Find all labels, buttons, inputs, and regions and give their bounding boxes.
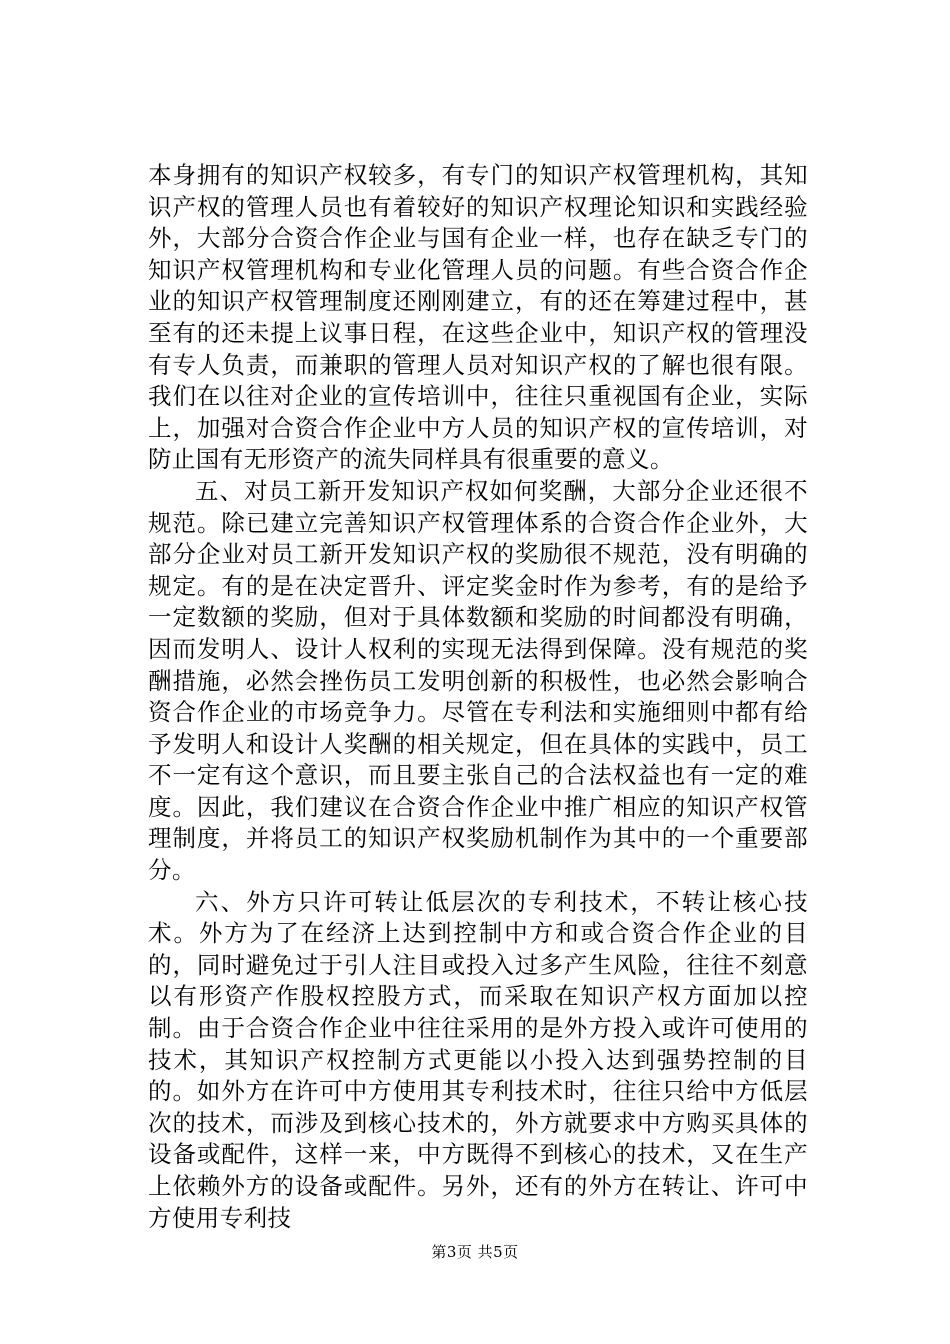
paragraph-section-six: 六、外方只许可转让低层次的专利技术，不转让核心技术。外方为了在经济上达到控制中方和或合资合作企业的目的，同时避免过于引人注目或投入过多产生风险，往往不刻意以有形资产作股权控股方式，而采取在知识产权方面加以控制。由于合资合作企业中往往采用的是外方投入或许可使用的技术，其知识产权控制方式更能以小投入达到强势控制的目的。如外方在许可中方使用其专利技术时，往往只给中方低层次的技术，而涉及到核心技术的，外方就要求中方购买具体的设备或配件，这样一来，中方既得不到核心的技术，又在生产上依赖外方的设备或配件。另外，还有的外方在转让、许可中方使用专利技	[148, 887, 808, 1232]
paragraph-continued: 本身拥有的知识产权较多，有专门的知识产权管理机构，其知识产权的管理人员也有着较好的知识产权理论知识和实践经验外，大部分合资合作企业与国有企业一样，也存在缺乏专门的知识产权管理机构和专业化管理人员的问题。有些合资合作企业的知识产权管理制度还刚刚建立，有的还在筹建过程中，甚至有的还未提上议事日程，在这些企业中，知识产权的管理没有专人负责，而兼职的管理人员对知识产权的了解也很有限。我们在以往对企业的宣传培训中，往往只重视国有企业，实际上，加强对合资合作企业中方人员的知识产权的宣传培训，对防止国有无形资产的流失同样具有很重要的意义。	[148, 161, 808, 474]
paragraph-section-five: 五、对员工新开发知识产权如何奖酬，大部分企业还很不规范。除已建立完善知识产权管理体系的合资合作企业外，大部分企业对员工新开发知识产权的奖励很不规范，没有明确的规定。有的是在决定晋升、评定奖金时作为参考，有的是给予一定数额的奖励，但对于具体数额和奖励的时间都没有明确，因而发明人、设计人权利的实现无法得到保障。没有规范的奖酬措施，必然会挫伤员工发明创新的积极性，也必然会影响合资合作企业的市场竞争力。尽管在专利法和实施细则中都有给予发明人和设计人奖酬的相关规定，但在具体的实践中，员工不一定有这个意识，而且要主张自己的合法权益也有一定的难度。因此，我们建议在合资合作企业中推广相应的知识产权管理制度，并将员工的知识产权奖励机制作为其中的一个重要部分。	[148, 476, 808, 885]
page-number-footer: 第3页 共5页	[431, 1243, 519, 1261]
document-body	[148, 160, 808, 1234]
